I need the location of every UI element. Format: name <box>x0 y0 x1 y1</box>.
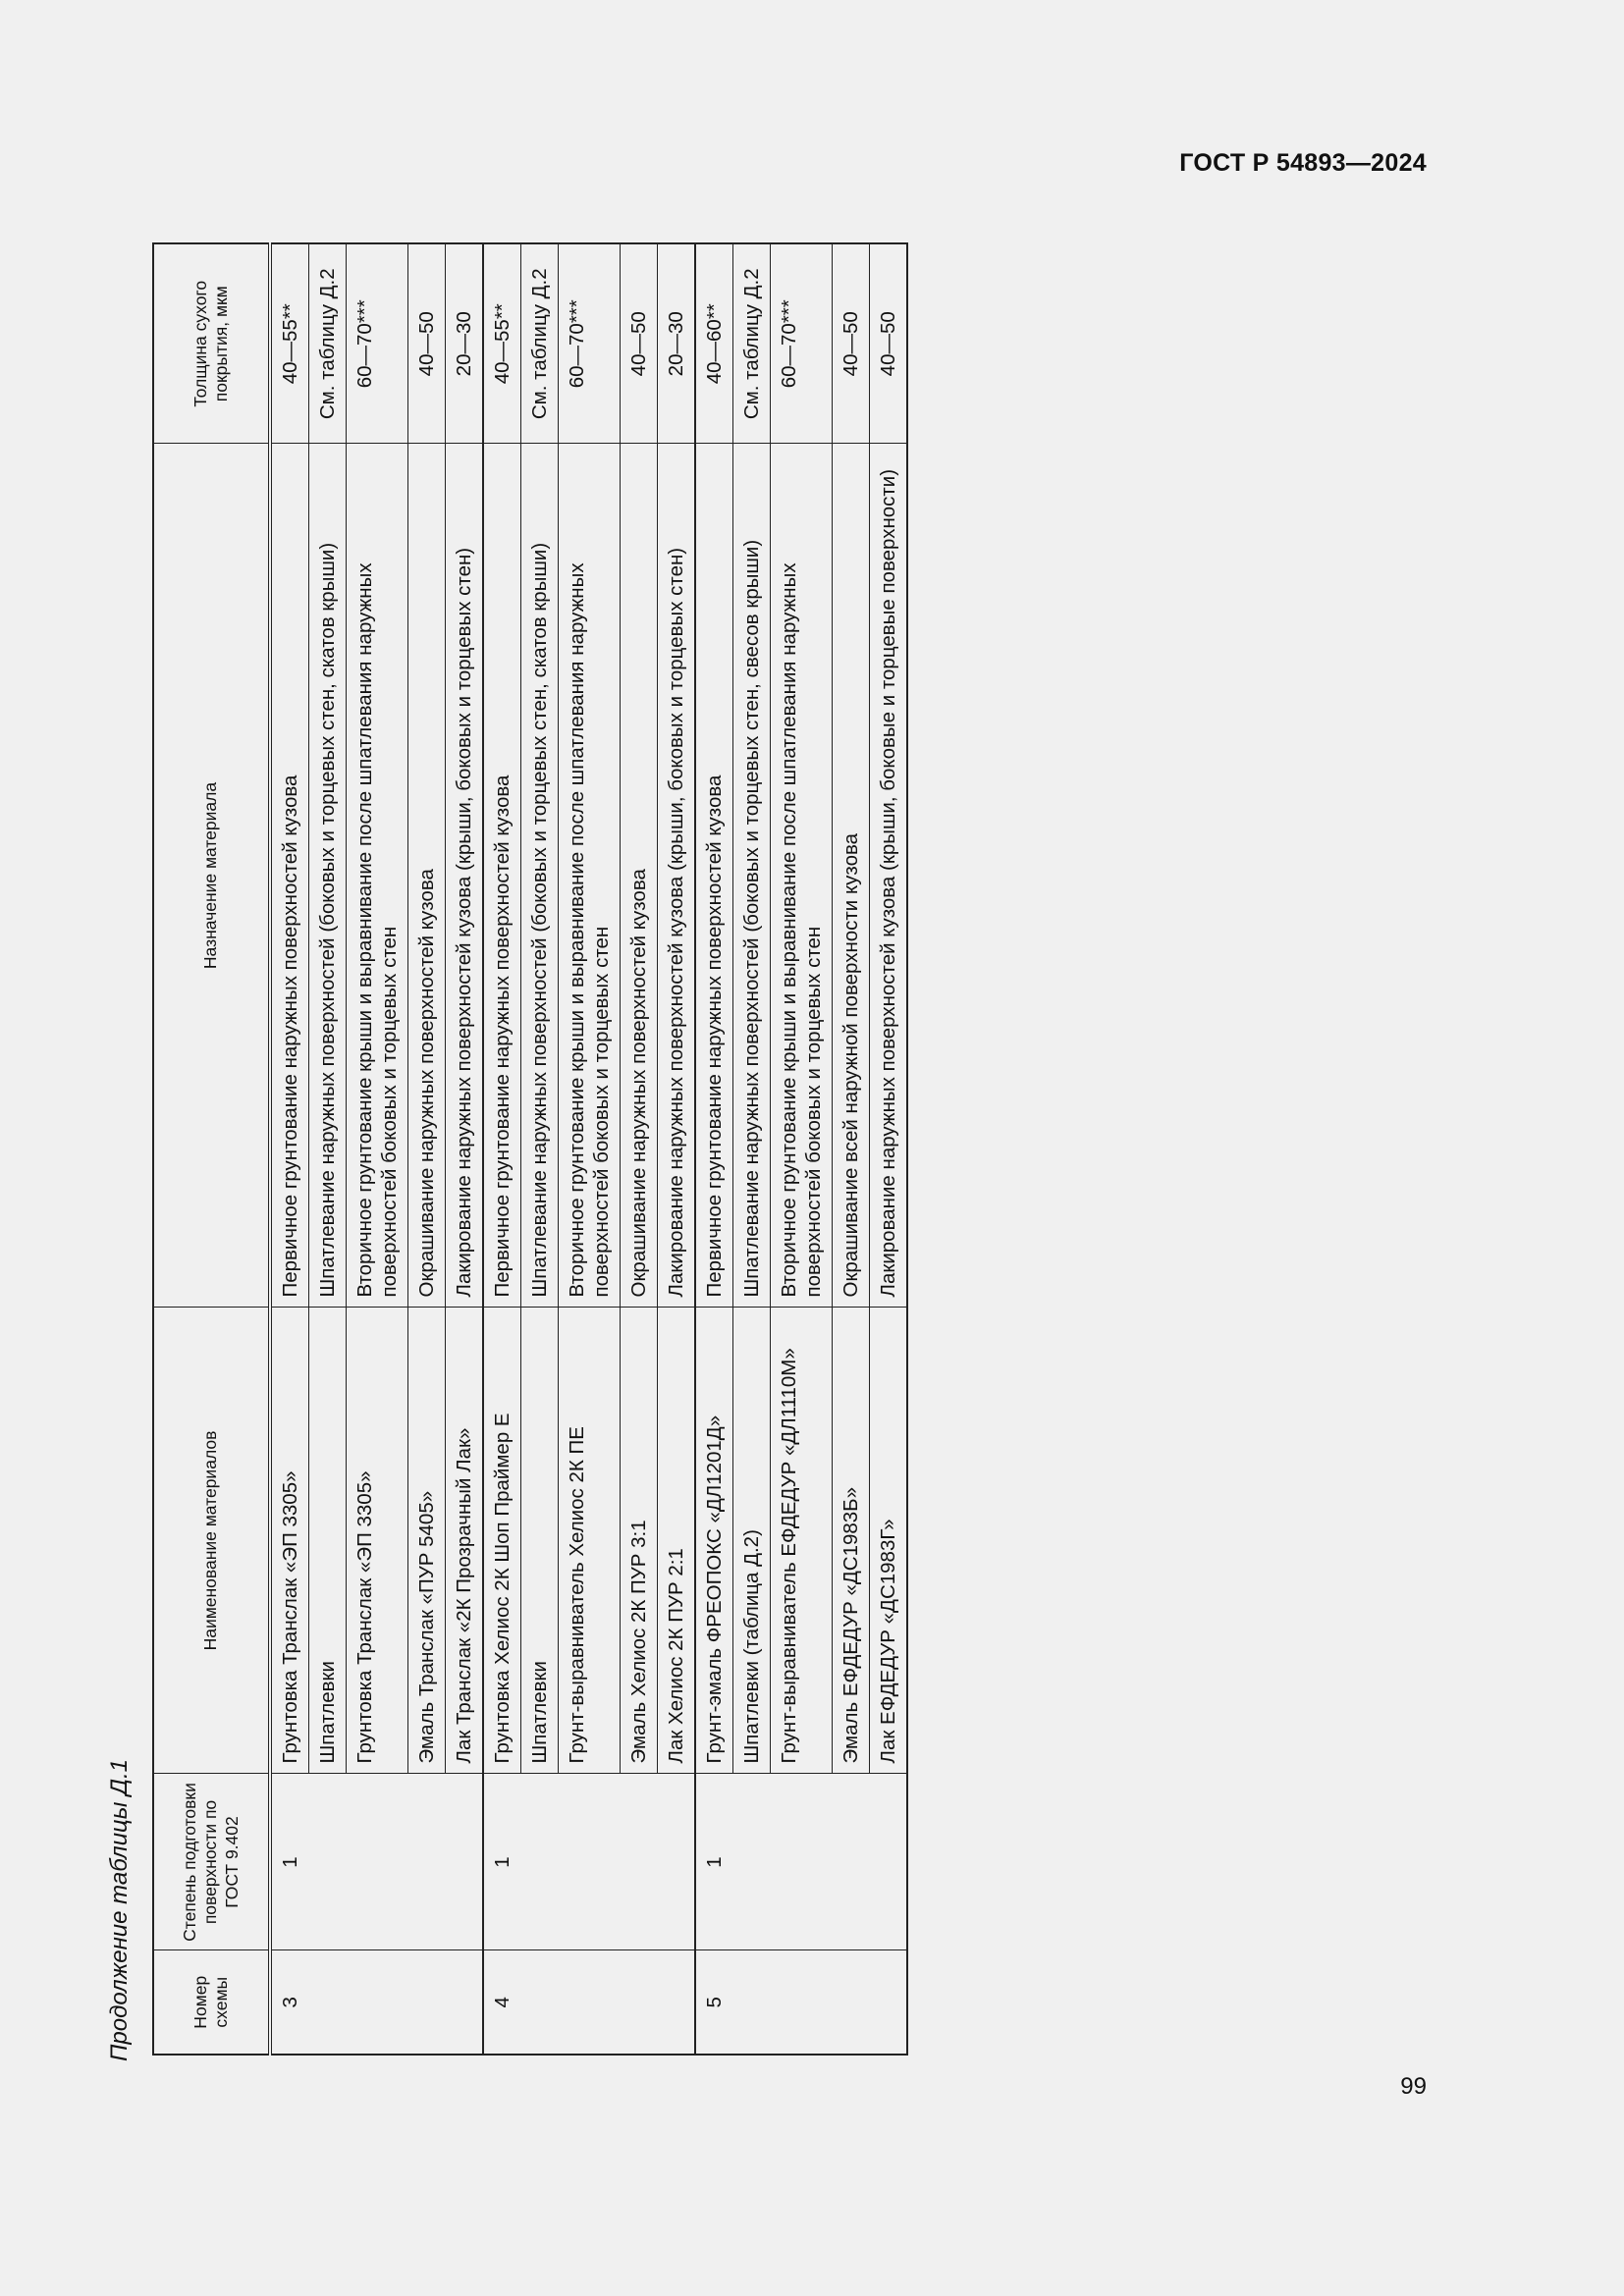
table-row <box>870 243 908 2055</box>
cell-thickness: 60—70*** <box>559 243 621 444</box>
cell-scheme: 5 <box>695 1950 733 2055</box>
table-row <box>695 243 733 2055</box>
cell-scheme <box>658 1950 696 2055</box>
col-header-thickness: Толщина сухого покрытия, мкм <box>153 243 270 444</box>
cell-thickness: 20—30 <box>658 243 696 444</box>
table-row <box>270 243 309 2055</box>
col-header-degree: Степень подготовки поверхности по ГОСТ 9.402 <box>153 1774 270 1950</box>
cell-scheme <box>408 1950 446 2055</box>
cell-scheme: 4 <box>483 1950 521 2055</box>
cell-purpose: Лакирование наружных поверхностей кузова (крыши, боковые и торцевые поверхности) <box>870 444 908 1308</box>
page-number: 99 <box>1400 2073 1427 2100</box>
col-header-scheme: Номер схемы <box>153 1950 270 2055</box>
cell-scheme <box>833 1950 870 2055</box>
cell-purpose: Окрашивание наружных поверхностей кузова <box>408 444 446 1308</box>
cell-purpose: Вторичное грунтование крыши и выравнивание после шпатлевания наружных поверхностей боковых и торцевых стен <box>771 444 833 1308</box>
cell-thickness: 60—70*** <box>771 243 833 444</box>
cell-material-name: Эмаль ЕФДЕДУР «ДС1983Б» <box>833 1308 870 1774</box>
table-row <box>733 243 771 2055</box>
cell-thickness: 40—50 <box>833 243 870 444</box>
cell-material-name: Грунтовка Хелиос 2К Шоп Праймер Е <box>483 1308 521 1774</box>
cell-thickness: 20—30 <box>446 243 484 444</box>
col-header-material-name: Наименование материалов <box>153 1308 270 1774</box>
cell-scheme <box>347 1950 408 2055</box>
cell-degree <box>833 1774 870 1950</box>
document-header: ГОСТ Р 54893—2024 <box>1179 149 1427 177</box>
cell-scheme <box>771 1950 833 2055</box>
cell-purpose: Вторичное грунтование крыши и выравнивание после шпатлевания наружных поверхностей боковых и торцевых стен <box>559 444 621 1308</box>
cell-thickness: 40—50 <box>408 243 446 444</box>
cell-scheme <box>309 1950 347 2055</box>
cell-thickness: 40—50 <box>621 243 658 444</box>
cell-thickness: 60—70*** <box>347 243 408 444</box>
cell-material-name: Грунт-эмаль ФРЕОПОКС «ДЛ1201Д» <box>695 1308 733 1774</box>
cell-scheme <box>621 1950 658 2055</box>
cell-thickness: См. таблицу Д.2 <box>521 243 559 444</box>
cell-degree <box>347 1774 408 1950</box>
cell-thickness: 40—60** <box>695 243 733 444</box>
cell-purpose: Первичное грунтование наружных поверхностей кузова <box>483 444 521 1308</box>
table-caption: Продолжение таблицы Д.1 <box>106 1758 133 2061</box>
cell-scheme <box>446 1950 484 2055</box>
cell-material-name: Грунт-выравниватель ЕФДЕДУР «ДЛ1110М» <box>771 1308 833 1774</box>
cell-degree <box>559 1774 621 1950</box>
cell-material-name: Лак Хелиос 2К ПУР 2:1 <box>658 1308 696 1774</box>
cell-purpose: Шпатлевание наружных поверхностей (боковых и торцевых стен, свесов крыши) <box>733 444 771 1308</box>
table-row <box>483 243 521 2055</box>
table-row <box>833 243 870 2055</box>
table-row <box>408 243 446 2055</box>
cell-scheme <box>559 1950 621 2055</box>
cell-scheme <box>870 1950 908 2055</box>
cell-purpose: Лакирование наружных поверхностей кузова (крыши, боковых и торцевых стен) <box>446 444 484 1308</box>
cell-material-name: Лак Транслак «2К Прозрачный Лак» <box>446 1308 484 1774</box>
cell-degree <box>733 1774 771 1950</box>
cell-degree: 1 <box>483 1774 521 1950</box>
cell-thickness: См. таблицу Д.2 <box>733 243 771 444</box>
cell-degree <box>309 1774 347 1950</box>
cell-thickness: См. таблицу Д.2 <box>309 243 347 444</box>
cell-degree: 1 <box>695 1774 733 1950</box>
cell-thickness: 40—55** <box>483 243 521 444</box>
rotated-table-block <box>98 236 1326 2061</box>
table-row <box>347 243 408 2055</box>
table-row <box>309 243 347 2055</box>
cell-degree <box>521 1774 559 1950</box>
cell-purpose: Окрашивание наружных поверхностей кузова <box>621 444 658 1308</box>
cell-scheme <box>733 1950 771 2055</box>
cell-degree <box>408 1774 446 1950</box>
cell-material-name: Грунтовка Транслак «ЭП 3305» <box>270 1308 309 1774</box>
cell-degree <box>870 1774 908 1950</box>
cell-scheme <box>521 1950 559 2055</box>
cell-thickness: 40—50 <box>870 243 908 444</box>
table-body <box>270 243 907 2055</box>
cell-degree <box>658 1774 696 1950</box>
cell-purpose: Шпатлевание наружных поверхностей (боковых и торцевых стен, скатов крыши) <box>521 444 559 1308</box>
cell-material-name: Грунтовка Транслак «ЭП 3305» <box>347 1308 408 1774</box>
cell-purpose: Шпатлевание наружных поверхностей (боковых и торцевых стен, скатов крыши) <box>309 444 347 1308</box>
cell-purpose: Вторичное грунтование крыши и выравнивание после шпатлевания наружных поверхностей боковых и торцевых стен <box>347 444 408 1308</box>
cell-purpose: Лакирование наружных поверхностей кузова (крыши, боковых и торцевых стен) <box>658 444 696 1308</box>
col-header-purpose: Назначение материала <box>153 444 270 1308</box>
table-row <box>559 243 621 2055</box>
cell-material-name: Грунт-выравниватель Хелиос 2К ПЕ <box>559 1308 621 1774</box>
table-row <box>658 243 696 2055</box>
table-row <box>446 243 484 2055</box>
table-row <box>621 243 658 2055</box>
cell-material-name: Шпатлевки <box>521 1308 559 1774</box>
cell-material-name: Шпатлевки <box>309 1308 347 1774</box>
cell-degree <box>446 1774 484 1950</box>
cell-material-name: Лак ЕФДЕДУР «ДС1983Г» <box>870 1308 908 1774</box>
table-header-row <box>153 243 270 2055</box>
table-row <box>771 243 833 2055</box>
cell-scheme: 3 <box>270 1950 309 2055</box>
cell-material-name: Эмаль Транслак «ПУР 5405» <box>408 1308 446 1774</box>
cell-purpose: Первичное грунтование наружных поверхностей кузова <box>695 444 733 1308</box>
cell-degree <box>621 1774 658 1950</box>
cell-material-name: Эмаль Хелиос 2К ПУР 3:1 <box>621 1308 658 1774</box>
cell-material-name: Шпатлевки (таблица Д.2) <box>733 1308 771 1774</box>
cell-thickness: 40—55** <box>270 243 309 444</box>
cell-degree: 1 <box>270 1774 309 1950</box>
cell-purpose: Первичное грунтование наружных поверхностей кузова <box>270 444 309 1308</box>
cell-purpose: Окрашивание всей наружной поверхности кузова <box>833 444 870 1308</box>
materials-table <box>152 242 908 2056</box>
cell-degree <box>771 1774 833 1950</box>
table-row <box>521 243 559 2055</box>
